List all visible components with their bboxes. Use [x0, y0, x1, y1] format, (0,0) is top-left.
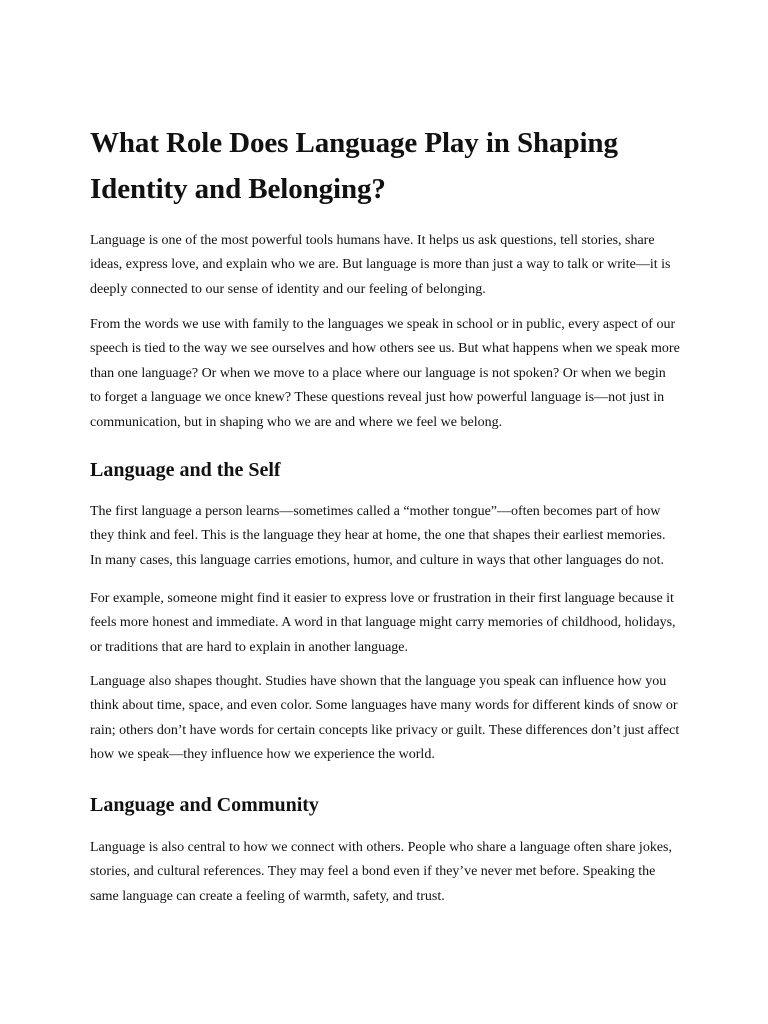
section-self-paragraph-3: Language also shapes thought. Studies have shown that the language you speak can influence how you think about time, space, and even color. Some languages have many words for different kinds of snow or rain; others don’t have words for certain concepts like privacy or guilt. These differences don’t just affect how we speak—they influence how we experience the world. [90, 674, 680, 763]
section-heading-self: Language and the Self [90, 459, 281, 481]
article-title: What Role Does Language Play in Shaping Identity and Belonging? [90, 127, 618, 205]
section-self-paragraph-2: For example, someone might find it easier to express love or frustration in their first language because it feels more honest and immediate. A word in that language might carry memories of childhood, holidays, or traditions that are hard to explain in another language. [90, 591, 676, 655]
intro-paragraph-2: From the words we use with family to the languages we speak in school or in public, every aspect of our speech is tied to the way we see ourselves and how others see us. But what happens when we speak more than one language? Or when we move to a place where our language is not spoken? Or when we begin to forget a language we once knew? These questions reveal just how powerful language is—not just in communication, but in shaping who we are and where we feel we belong. [90, 317, 680, 430]
section-community-paragraph-1: Language is also central to how we connect with others. People who share a language often share jokes, stories, and cultural references. They may feel a bond even if they’ve never met before. Speaking the same language can create a feeling of warmth, safety, and trust. [90, 840, 672, 904]
section-self-paragraph-1: The first language a person learns—sometimes called a “mother tongue”—often becomes part of how they think and feel. This is the language they hear at home, the one that shapes their earliest memories. In many cases, this language carries emotions, humor, and culture in ways that other languages do not. [90, 504, 666, 568]
intro-paragraph-1: Language is one of the most powerful tools humans have. It helps us ask questions, tell stories, share ideas, express love, and explain who we are. But language is more than just a way to talk or write—it is deeply connected to our sense of identity and our feeling of belonging. [90, 233, 671, 297]
section-heading-community: Language and Community [90, 794, 319, 816]
